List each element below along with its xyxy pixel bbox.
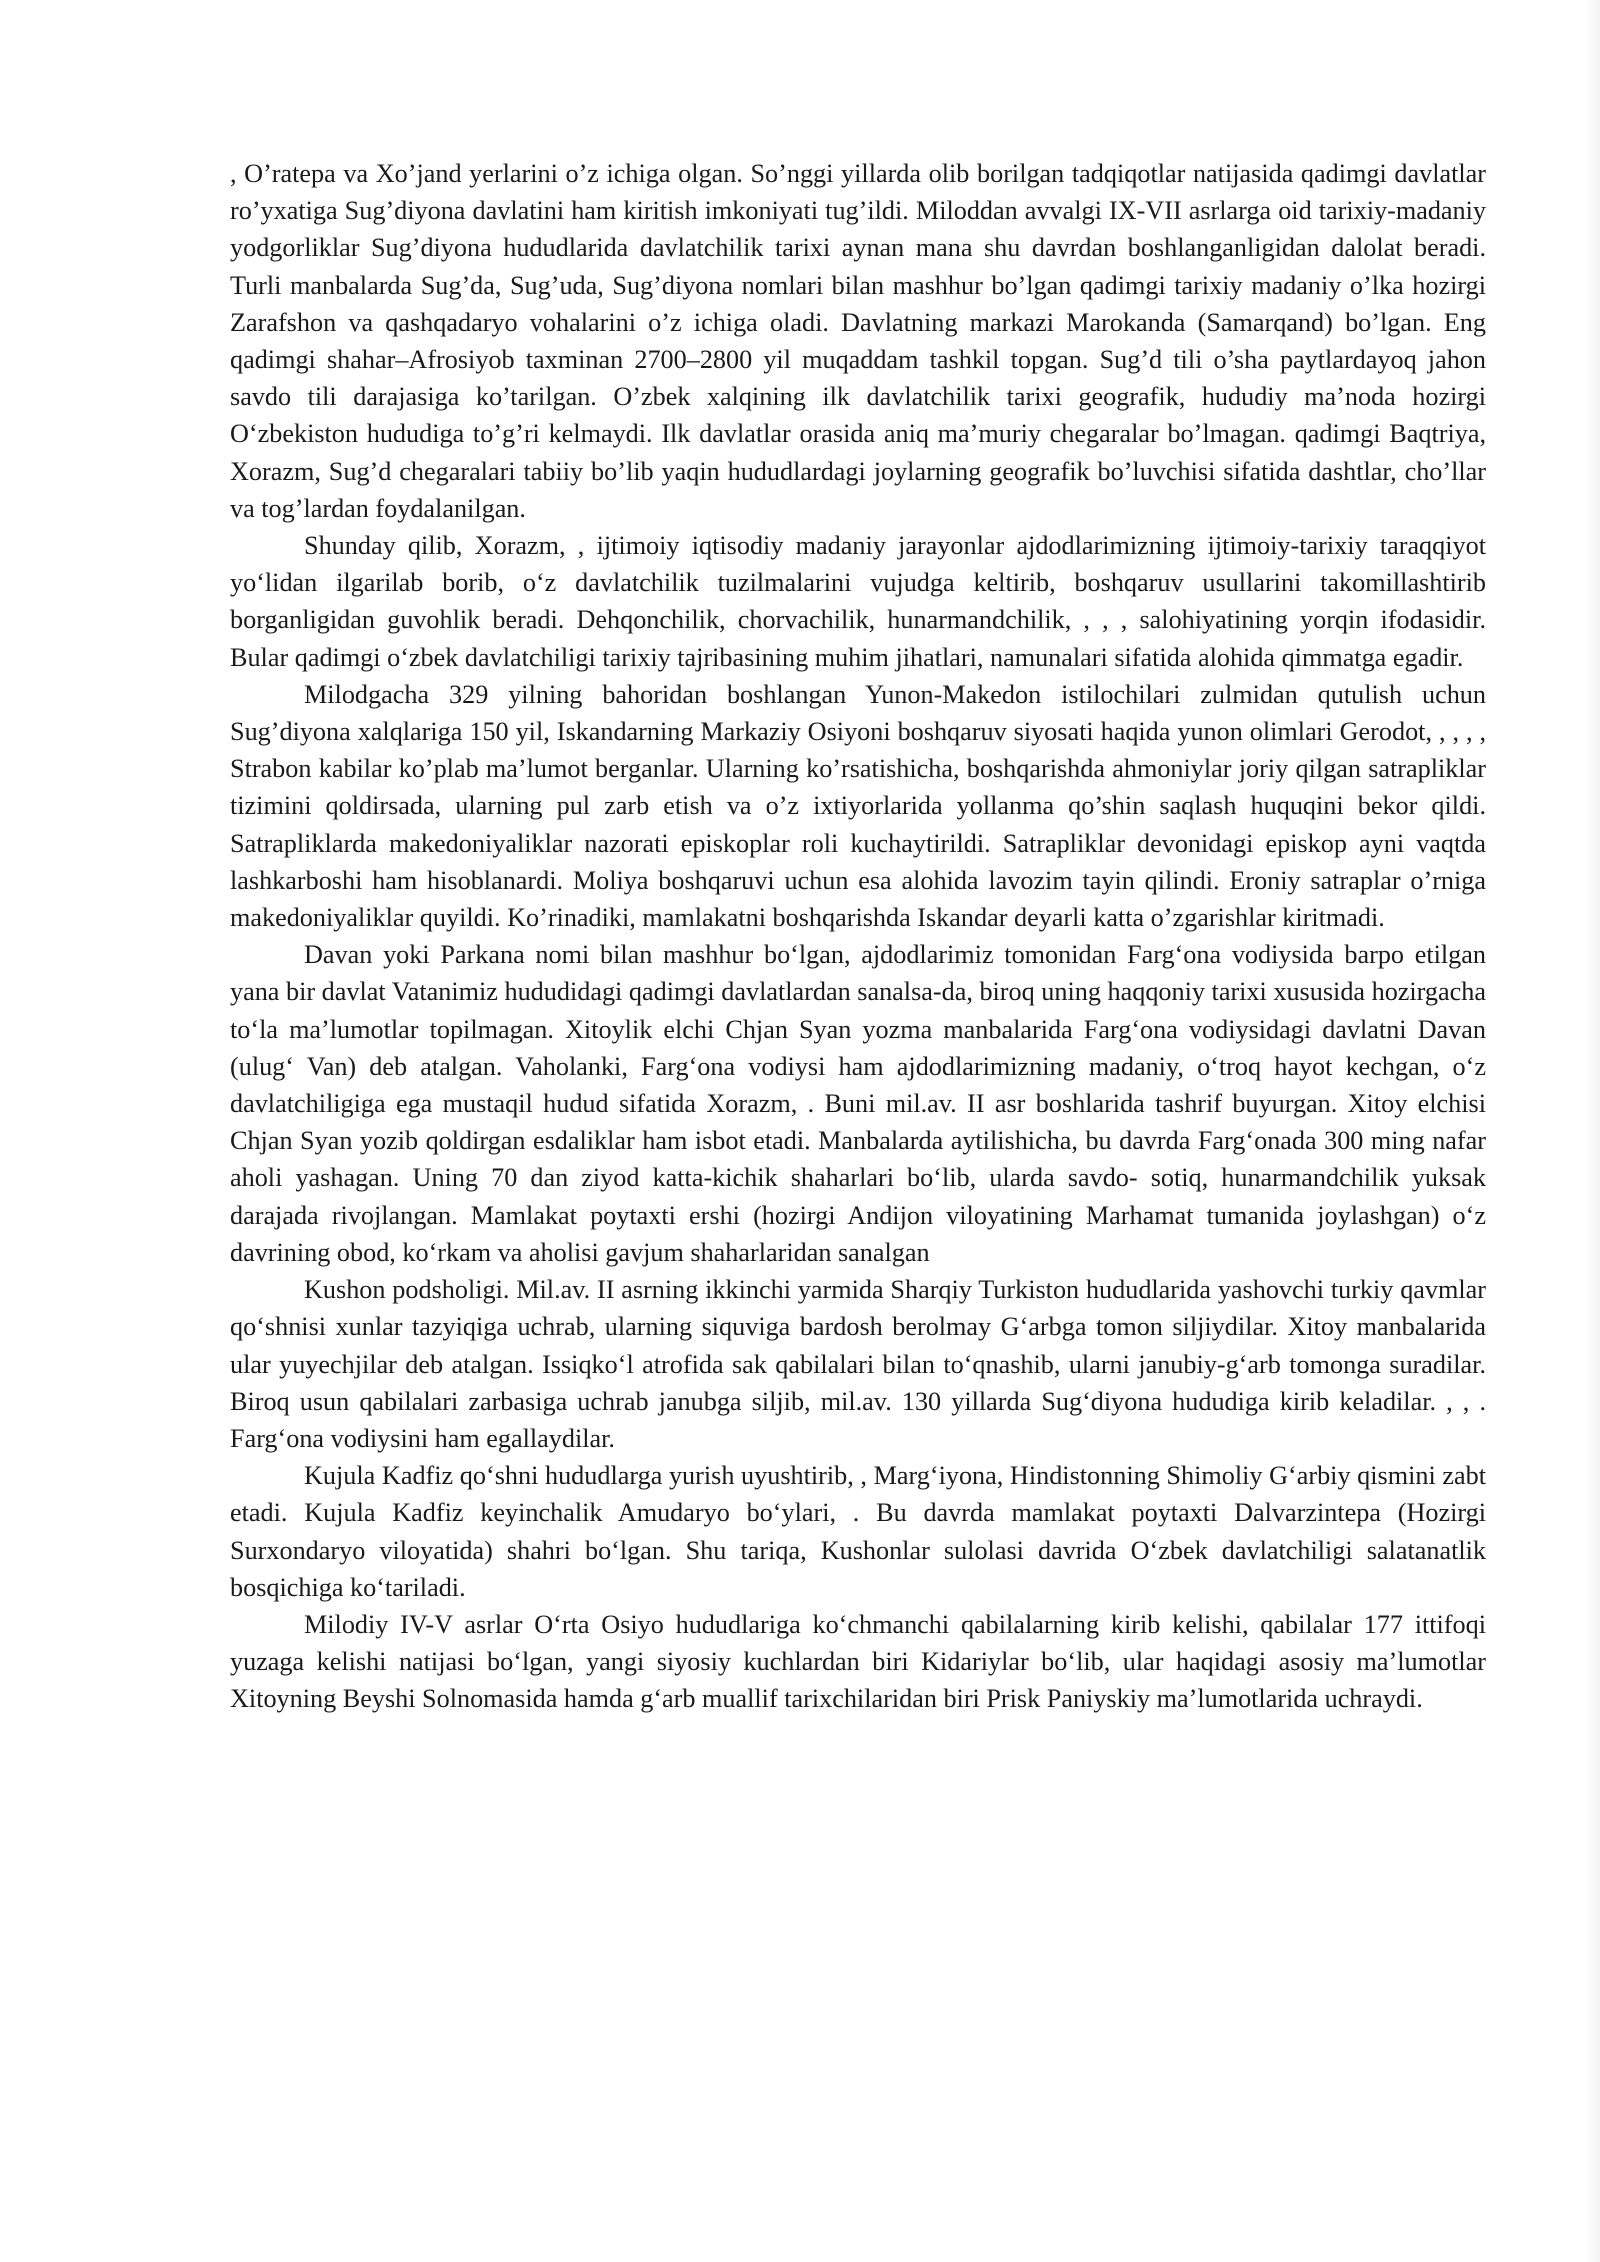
paragraph-4: Davan yoki Parkana nomi bilan mashhur bo‘lgan, ajdodlarimiz tomonidan Farg‘ona vodiysida barpo etilgan yana bir davlat Vatanimiz hududidagi qadimgi davlatlardan sanalsa-da, biroq uning haqqoniy tarixi xususida hozirgacha to‘la ma’lumotlar topilmagan. Xitoylik elchi Chjan Syan yozma manbalarida Farg‘ona vodiysidagi davlatni Davan (ulug‘ Van) deb atalgan. Vaholanki, Farg‘ona vodiysi ham ajdodlarimizning madaniy, o‘troq hayot kechgan, o‘z davlatchiligiga ega mustaqil hudud sifatida Xorazm, . Buni mil.av. II asr boshlarida tashrif buyurgan. Xitoy elchisi Chjan Syan yozib qoldirgan esdaliklar ham isbot etadi. Manbalarda aytilishicha, bu davrda Farg‘onada 300 ming nafar aholi yashagan. Uning 70 dan ziyod katta-kichik shaharlari bo‘lib, ularda savdo- sotiq, hunarmandchilik yuksak darajada rivojlangan. Mamlakat poytaxti ershi (hozirgi Andijon viloyatining Marhamat tumanida joylashgan) o‘z davrining obod, ko‘rkam va aholisi gavjum shaharlaridan sanalgan bbox=[230, 940, 1486, 1267]
page-edge-shadow bbox=[1586, 0, 1600, 2262]
paragraph-5: Kushon podsholigi. Mil.av. II asrning ikkinchi yarmida Sharqiy Turkiston hududlarida yashovchi turkiy qavmlar qo‘shnisi xunlar tazyiqiga uchrab, ularning siquviga bardosh berolmay G‘arbga tomon siljiydilar. Xitoy manbalarida ular yuyechjilar deb atalgan. Issiqko‘l atrofida sak qabilalari bilan to‘qnashib, ularni janubiy-g‘arb tomonga suradilar. Biroq usun qabilalari zarbasiga uchrab janubga siljib, mil.av. 130 yillarda Sug‘diyona hududiga kirib keladilar. , , . Farg‘ona vodiysini ham egallaydilar. bbox=[230, 1275, 1486, 1453]
paragraph-7: Milodiy IV-V asrlar O‘rta Osiyo hududlariga ko‘chmanchi qabilalarning kirib kelishi, qabilalar 177 ittifoqi yuzaga kelishi natijasi bo‘lgan, yangi siyosiy kuchlardan biri Kidariylar bo‘lib, ular haqidagi asosiy ma’lumotlar Xitoyning Beyshi Solnomasida hamda g‘arb muallif tarixchilaridan biri Prisk Paniyskiy ma’lumotlarida uchraydi. bbox=[230, 1609, 1486, 1714]
text-column bbox=[230, 155, 1486, 1718]
paragraph-3: Milodgacha 329 yilning bahoridan boshlangan Yunon-Makedon istilochilari zulmidan qutulish uchun Sug’diyona xalqlariga 150 yil, Iskandarning Markaziy Osiyoni boshqaruv siyosati haqida yunon olimlari Gerodot, , , , , Strabon kabilar ko’plab ma’lumot berganlar. Ularning ko’rsatishicha, boshqarishda ahmoniylar joriy qilgan satrapliklar tizimini qoldirsada, ularning pul zarb etish va o’z ixtiyorlarida yollanma qo’shin saqlash huquqini bekor qildi. Satrapliklarda makedoniyaliklar nazorati episkoplar roli kuchaytirildi. Satrapliklar devonidagi episkop ayni vaqtda lashkarboshi ham hisoblanardi. Moliya boshqaruvi uchun esa alohida lavozim tayin qilindi. Eroniy satraplar o’rniga makedoniyaliklar quyildi. Ko’rinadiki, mamlakatni boshqarishda Iskandar deyarli katta o’zgarishlar kiritmadi. bbox=[230, 679, 1486, 933]
paragraph-1: , O’ratepa va Xo’jand yerlarini o’z ichiga olgan. So’nggi yillarda olib borilgan tadqiqotlar natijasida qadimgi davlatlar ro’yxatiga Sug’diyona davlatini ham kiritish imkoniyati tug’ildi. Miloddan avvalgi IX-VII asrlarga oid tarixiy-madaniy yodgorliklar Sug’diyona hududlarida davlatchilik tarixi aynan mana shu davrdan boshlanganligidan dalolat beradi. Turli manbalarda Sug’da, Sug’uda, Sug’diyona nomlari bilan mashhur bo’lgan qadimgi tarixiy madaniy o’lka hozirgi Zarafshon va qashqadaryo vohalarini o’z ichiga oladi. Davlatning markazi Marokanda (Samarqand) bo’lgan. Eng qadimgi shahar–Afrosiyob taxminan 2700–2800 yil muqaddam tashkil topgan. Sug’d tili o’sha paytlardayoq jahon savdo tili darajasiga ko’tarilgan. O’zbek xalqining ilk davlatchilik tarixi geografik, hududiy ma’noda hozirgi O‘zbekiston hududiga to’g’ri kelmaydi. Ilk davlatlar orasida aniq ma’muriy chegaralar bo’lmagan. qadimgi Baqtriya, Xorazm, Sug’d chegaralari tabiiy bo’lib yaqin hududlardagi joylarning geografik bo’luvchisi sifatida dashtlar, cho’llar va tog’lardan foydalanilgan. bbox=[230, 159, 1486, 523]
paragraph-6: Kujula Kadfiz qo‘shni hududlarga yurish uyushtirib, , Marg‘iyona, Hindistonning Shimoliy G‘arbiy qismini zabt etadi. Kujula Kadfiz keyinchalik Amudaryo bo‘ylari, . Bu davrda mamlakat poytaxti Dalvarzintepa (Hozirgi Surxondaryo viloyatida) shahri bo‘lgan. Shu tariqa, Kushonlar sulolasi davrida O‘zbek davlatchiligi salatanatlik bosqichiga ko‘tariladi. bbox=[230, 1461, 1486, 1602]
paragraph-2: Shunday qilib, Xorazm, , ijtimoiy iqtisodiy madaniy jarayonlar ajdodlarimizning ijtimoiy-tarixiy taraqqiyot yo‘lidan ilgarilab borib, o‘z davlatchilik tuzilmalarini vujudga keltirib, boshqaruv usullarini takomillashtirib borganligidan guvohlik beradi. Dehqonchilik, chorvachilik, hunarmandchilik, , , , salohiyatining yorqin ifodasidir. Bular qadimgi o‘zbek davlatchiligi tarixiy tajribasining muhim jihatlari, namunalari sifatida alohida qimmatga egadir. bbox=[230, 531, 1486, 672]
